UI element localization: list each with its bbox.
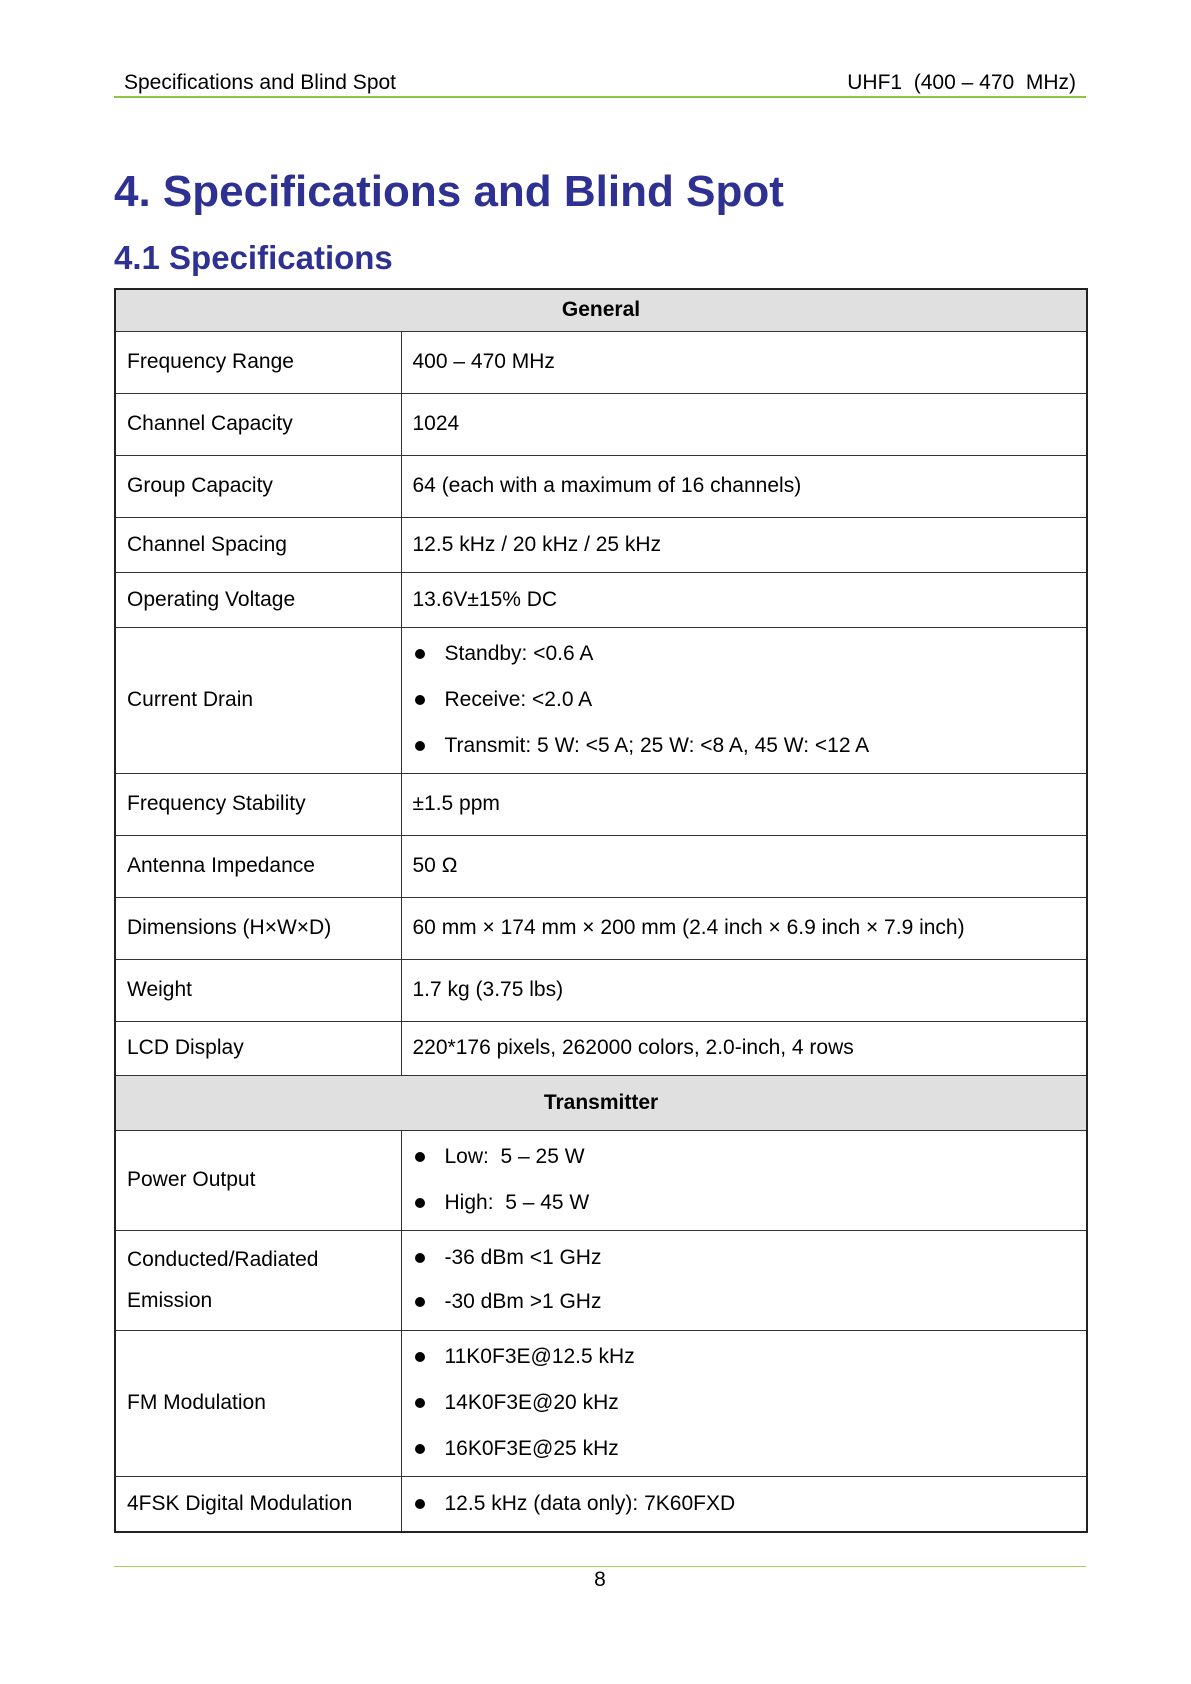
spec-label: Frequency Range xyxy=(115,331,401,393)
list-item xyxy=(413,723,1076,769)
list-item xyxy=(413,1280,1076,1324)
group-heading-general: General xyxy=(115,289,1087,331)
bullet-icon xyxy=(415,695,425,705)
spec-label: Current Drain xyxy=(115,627,401,773)
spec-value: 220*176 pixels, 262000 colors, 2.0-inch, 4 rows xyxy=(401,1021,1087,1075)
list-item xyxy=(413,677,1076,723)
footer-rule xyxy=(114,1566,1086,1567)
spec-label: Group Capacity xyxy=(115,455,401,517)
list-item-text: 12.5 kHz (data only): 7K60FXD xyxy=(444,1491,736,1515)
spec-label xyxy=(115,1230,401,1330)
list-item-text: Transmit: 5 W: <5 A; 25 W: <8 A, 45 W: <12 A xyxy=(444,734,870,757)
bullet-list xyxy=(413,1334,1076,1472)
list-item xyxy=(413,1481,1076,1527)
spec-value-list xyxy=(401,1230,1087,1330)
table-row xyxy=(115,1230,1087,1330)
list-item xyxy=(413,1134,1076,1180)
table-row xyxy=(115,1021,1087,1075)
list-item-text: Receive: <2.0 A xyxy=(444,688,593,711)
bullet-icon xyxy=(415,1253,425,1263)
table-row xyxy=(115,835,1087,897)
spec-label: FM Modulation xyxy=(115,1330,401,1476)
list-item xyxy=(413,1236,1076,1280)
section-title: 4.1 Specifications xyxy=(114,239,393,276)
spec-value-list xyxy=(401,1130,1087,1230)
page-number: 8 xyxy=(594,1568,606,1591)
spec-value: 12.5 kHz / 20 kHz / 25 kHz xyxy=(401,517,1087,572)
spec-label-text: Conducted/Radiated Emission xyxy=(127,1248,319,1312)
spec-value: 400 – 470 MHz xyxy=(401,331,1087,393)
spec-value-list xyxy=(401,1330,1087,1476)
list-item xyxy=(413,1180,1076,1226)
spec-value: 50 Ω xyxy=(401,835,1087,897)
table-row xyxy=(115,959,1087,1021)
spec-label: Frequency Stability xyxy=(115,773,401,835)
spec-value: 1.7 kg (3.75 lbs) xyxy=(401,959,1087,1021)
list-item-text: 14K0F3E@20 kHz xyxy=(444,1391,619,1414)
table-group-heading-row xyxy=(115,1075,1087,1130)
bullet-icon xyxy=(415,1297,425,1307)
specifications-table xyxy=(114,288,1088,1533)
list-item-text: High: 5 – 45 W xyxy=(444,1191,590,1214)
list-item-text: -30 dBm >1 GHz xyxy=(444,1290,602,1313)
list-item xyxy=(413,631,1076,677)
bullet-icon xyxy=(415,741,425,751)
table-row xyxy=(115,393,1087,455)
group-heading-transmitter: Transmitter xyxy=(115,1075,1087,1130)
bullet-icon xyxy=(415,1152,425,1162)
list-item-text: -36 dBm <1 GHz xyxy=(444,1246,602,1269)
list-item xyxy=(413,1334,1076,1380)
bullet-list xyxy=(413,1236,1076,1324)
spec-label: Weight xyxy=(115,959,401,1021)
spec-label: Antenna Impedance xyxy=(115,835,401,897)
spec-label: LCD Display xyxy=(115,1021,401,1075)
spec-label: Channel Capacity xyxy=(115,393,401,455)
header-rule xyxy=(114,96,1086,98)
table-row xyxy=(115,1330,1087,1476)
table-row xyxy=(115,897,1087,959)
list-item-text: Low: 5 – 25 W xyxy=(444,1145,585,1168)
spec-value-list xyxy=(401,627,1087,773)
spec-value: 1024 xyxy=(401,393,1087,455)
table-row xyxy=(115,331,1087,393)
bullet-icon xyxy=(415,1499,425,1509)
table-row xyxy=(115,517,1087,572)
running-header-right: UHF1 (400 – 470 MHz) xyxy=(847,71,1076,94)
list-item xyxy=(413,1380,1076,1426)
table-row xyxy=(115,455,1087,517)
spec-label: Dimensions (H×W×D) xyxy=(115,897,401,959)
spec-value-list xyxy=(401,1476,1087,1532)
spec-value: ±1.5 ppm xyxy=(401,773,1087,835)
list-item-text: 16K0F3E@25 kHz xyxy=(444,1437,619,1460)
bullet-icon xyxy=(415,649,425,659)
spec-label: Channel Spacing xyxy=(115,517,401,572)
bullet-list xyxy=(413,1481,1076,1527)
running-header xyxy=(114,70,1086,96)
chapter-title: 4. Specifications and Blind Spot xyxy=(114,167,784,216)
list-item xyxy=(413,1426,1076,1472)
table-row xyxy=(115,627,1087,773)
bullet-list xyxy=(413,631,1076,769)
list-item-text: 11K0F3E@12.5 kHz xyxy=(444,1345,635,1368)
running-header-left: Specifications and Blind Spot xyxy=(124,71,397,94)
spec-label: Operating Voltage xyxy=(115,572,401,627)
table-row xyxy=(115,773,1087,835)
bullet-icon xyxy=(415,1398,425,1408)
bullet-list xyxy=(413,1134,1076,1226)
spec-label: 4FSK Digital Modulation xyxy=(115,1476,401,1532)
spec-value: 64 (each with a maximum of 16 channels) xyxy=(401,455,1087,517)
list-item-text: Standby: <0.6 A xyxy=(444,642,594,665)
table-row xyxy=(115,1476,1087,1532)
spec-label: Power Output xyxy=(115,1130,401,1230)
table-group-heading-row xyxy=(115,289,1087,331)
bullet-icon xyxy=(415,1444,425,1454)
spec-value: 60 mm × 174 mm × 200 mm (2.4 inch × 6.9 inch × 7.9 inch) xyxy=(401,897,1087,959)
bullet-icon xyxy=(415,1198,425,1208)
bullet-icon xyxy=(415,1352,425,1362)
table-row xyxy=(115,572,1087,627)
table-row xyxy=(115,1130,1087,1230)
spec-value: 13.6V±15% DC xyxy=(401,572,1087,627)
